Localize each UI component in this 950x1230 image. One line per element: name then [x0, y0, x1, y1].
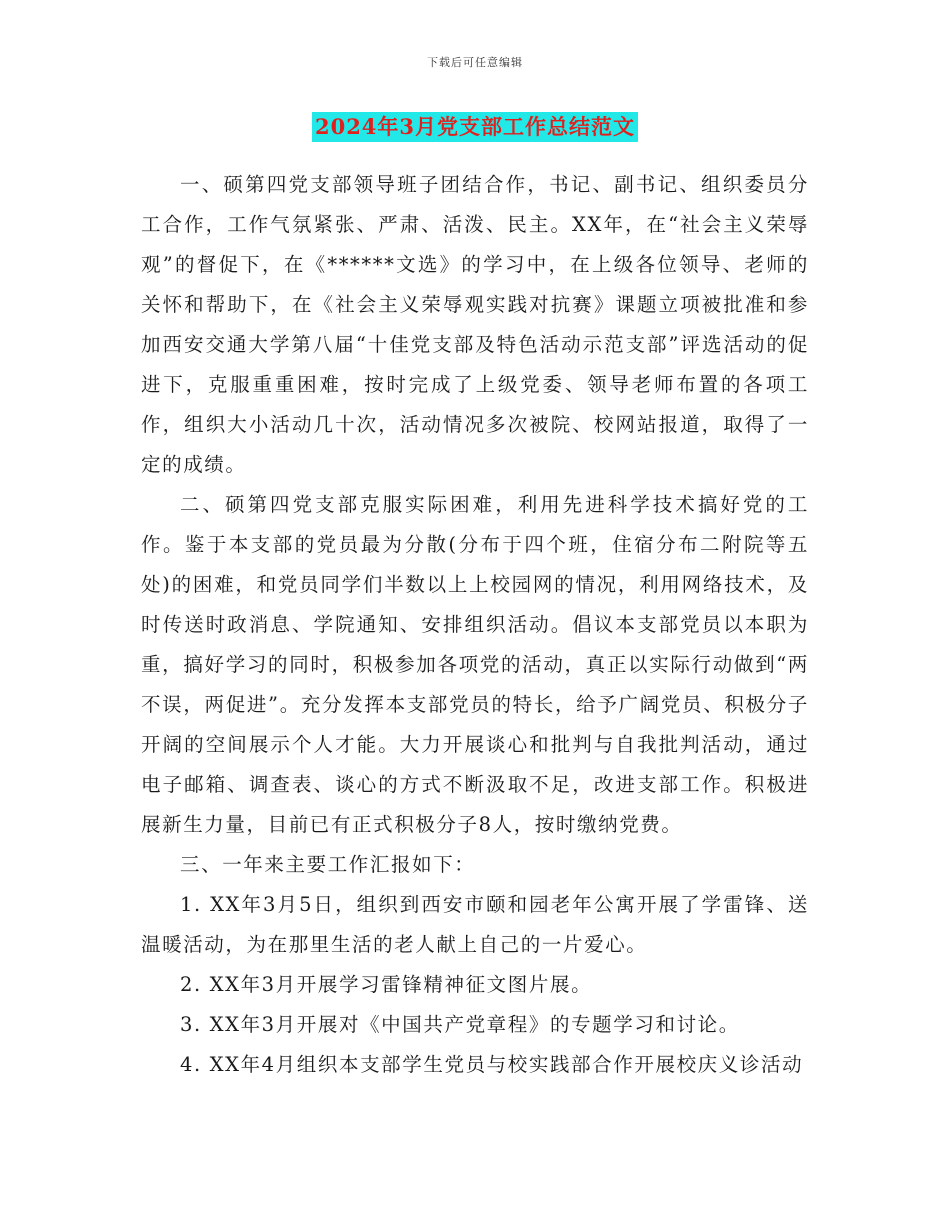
list-item-3: 3. XX年3月开展对《中国共产党章程》的专题学习和讨论。	[180, 1013, 740, 1036]
paragraph-3: 三、一年来主要工作汇报如下：	[180, 853, 476, 876]
header-note: 下载后可任意编辑	[427, 56, 523, 69]
document-title: 2024年3月党支部工作总结范文	[312, 112, 638, 142]
document-body	[141, 165, 809, 1085]
list-item-4: 4. XX年4月组织本支部学生党员与校实践部合作开展校庆义诊活动	[180, 1053, 804, 1076]
paragraph-1: 一、硕第四党支部领导班子团结合作，书记、副书记、组织委员分工合作，工作气氛紧张、严肃、活泼、民主。XX年，在“社会主义荣辱观”的督促下，在《******文选》的学习中，在上级各位领导、老师的关怀和帮助下，在《社会主义荣辱观实践对抗赛》课题立项被批准和参加西安交通大学第八届“十佳党支部及特色活动示范支部”评选活动的促进下，克服重重困难，按时完成了上级党委、领导老师布置的各项工作，组织大小活动几十次，活动情况多次被院、校网站报道，取得了一定的成绩。	[141, 173, 809, 476]
paragraph-2: 二、硕第四党支部克服实际困难，利用先进科学技术搞好党的工作。鉴于本支部的党员最为分散(分布于四个班，住宿分布二附院等五处)的困难，和党员同学们半数以上上校园网的情况，利用网络技术，及时传送时政消息、学院通知、安排组织活动。倡议本支部党员以本职为重，搞好学习的同时，积极参加各项党的活动，真正以实际行动做到“两不误，两促进”。充分发挥本支部党员的特长，给予广阔党员、积极分子开阔的空间展示个人才能。大力开展谈心和批判与自我批判活动，通过电子邮箱、调查表、谈心的方式不断汲取不足，改进支部工作。积极进展新生力量，目前已有正式积极分子8人，按时缴纳党费。	[141, 493, 809, 836]
list-item-2: 2. XX年3月开展学习雷锋精神征文图片展。	[180, 973, 593, 996]
title-container	[0, 112, 950, 142]
list-item-1: 1. XX年3月5日，组织到西安市颐和园老年公寓开展了学雷锋、送温暖活动，为在那里生活的老人献上自己的一片爱心。	[141, 893, 809, 956]
